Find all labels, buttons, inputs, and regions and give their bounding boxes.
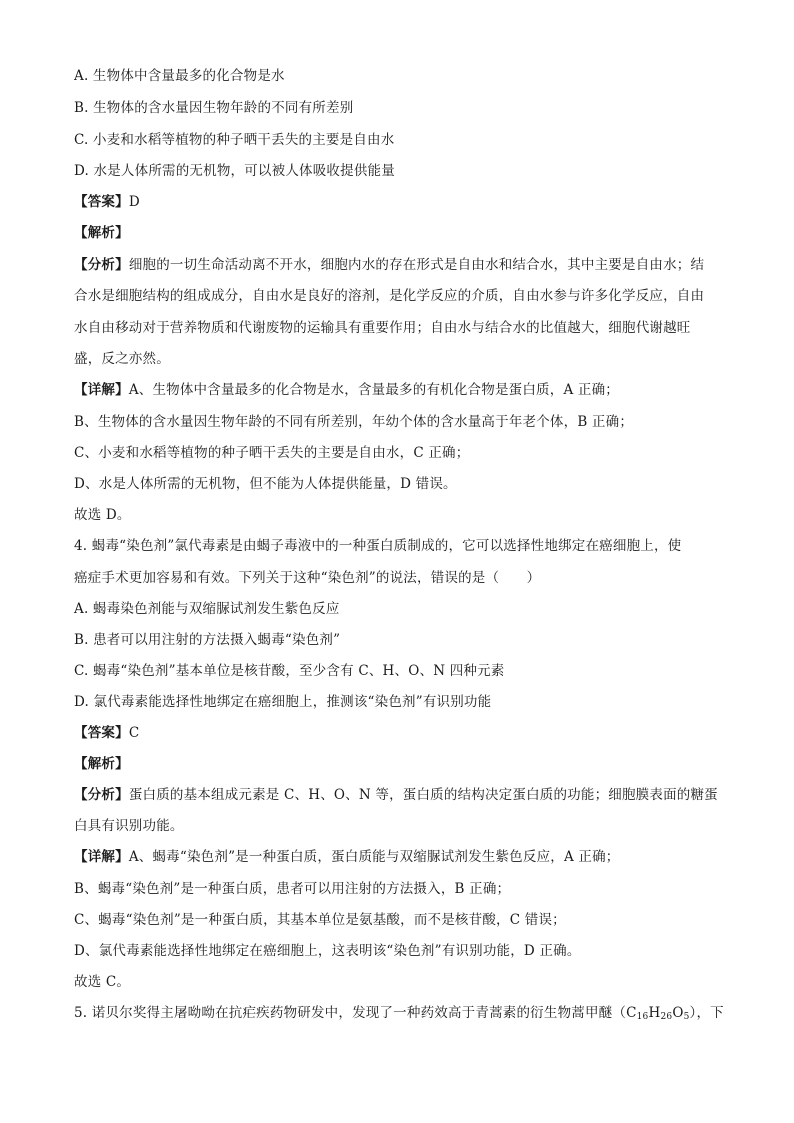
q4-xiangjie-line2: B、蝎毒“染色剂”是一种蛋白质，患者可以用注射的方法摄入，B 正确； [74,881,511,897]
answer-value: D [128,194,140,210]
q4-option-c: C. 蝎毒“染色剂”基本单位是核苷酸，至少含有 C、H、O、N 四种元素 [74,663,505,679]
chem-formula: $C_{16}H_{26}O_5$ [626,1005,690,1022]
q5-text: 5. 诺贝尔奖得主屠呦呦在抗疟疾药物研发中，发现了一种药效高于青蒿素的衍生物蒿甲醚（ [74,1005,627,1021]
q4-fenxi-line2: 白具有识别功能。 [74,818,184,834]
q4-stem-line1: 4. 蝎毒“染色剂”氯代毒素是由蝎子毒液中的一种蛋白质制成的，它可以选择性地绑定在癌细胞上，使 [74,538,682,554]
q3-fenxi-line3: 水自由移动对于营养物质和代谢废物的运输具有重要作用；自由水与结合水的比值越大，细胞代谢越旺 [74,320,691,336]
xiangjie-text: A、生物体中含量最多的化合物是水，含量最多的有机化合物是蛋白质，A 正确； [128,382,620,398]
q4-option-b: B. 患者可以用注射的方法摄入蝎毒“染色剂” [74,632,341,648]
q3-fenxi-line1 [74,255,724,275]
q3-xiangjie-line1 [74,380,724,400]
q3-analysis-title: 【解析】 [74,225,129,241]
q3-conclusion: 故选 D。 [74,507,131,523]
q4-option-d: D. 氯代毒素能选择性地绑定在癌细胞上，推测该“染色剂”有识别功能 [74,694,492,710]
q5-tail: ），下 [689,1005,724,1021]
q3-xiangjie-line3: C、小麦和水稻等植物的种子晒干丢失的主要是自由水，C 正确； [74,445,470,461]
q5-stem-line1 [74,1003,724,1023]
xiangjie-text: A、蝎毒“染色剂”是一种蛋白质，蛋白质能与双缩脲试剂发生紫色反应，A 正确； [128,849,620,865]
fenxi-text: 蛋白质的基本组成元素是 C、H、O、N 等，蛋白质的结构决定蛋白质的功能；细胞膜表面的糖蛋 [128,787,718,803]
fenxi-label: 【分析】 [74,787,129,803]
q3-xiangjie-line2: B、生物体的含水量因生物年龄的不同有所差别，年幼个体的含水量高于年老个体，B 正确； [74,414,634,430]
q4-fenxi-line1 [74,785,724,805]
q4-xiangjie-line3: C、蝎毒“染色剂”是一种蛋白质，其基本单位是氨基酸，而不是核苷酸，C 错误； [74,912,566,928]
answer-value: C [128,725,140,741]
xiangjie-label: 【详解】 [74,382,129,398]
answer-label: 【答案】 [74,194,129,210]
q4-analysis-title: 【解析】 [74,756,129,772]
q3-fenxi-line2: 合水是细胞结构的组成成分，自由水是良好的溶剂，是化学反应的介质，自由水参与许多化学反应，自由 [74,288,705,304]
q4-stem-line2: 癌症手术更加容易和有效。下列关于这种“染色剂”的说法，错误的是（ ） [74,570,541,586]
answer-label: 【答案】 [74,725,129,741]
q3-answer [74,192,724,212]
fenxi-text: 细胞的一切生命活动离不开水，细胞内水的存在形式是自由水和结合水，其中主要是自由水；结 [128,257,705,273]
q4-conclusion: 故选 C。 [74,974,131,990]
q3-xiangjie-line4: D、水是人体所需的无机物，但不能为人体提供能量，D 错误。 [74,476,457,492]
xiangjie-label: 【详解】 [74,849,129,865]
q4-answer [74,723,724,743]
q4-xiangjie-line4: D、氯代毒素能选择性地绑定在癌细胞上，这表明该“染色剂”有识别功能，D 正确。 [74,943,581,959]
q4-xiangjie-line1 [74,847,724,867]
fenxi-label: 【分析】 [74,257,129,273]
q3-option-d: D. 水是人体所需的无机物，可以被人体吸收提供能量 [74,163,395,179]
q3-fenxi-line4: 盛，反之亦然。 [74,351,170,367]
q4-option-a: A. 蝎毒染色剂能与双缩脲试剂发生紫色反应 [74,601,340,617]
q3-option-b: B. 生物体的含水量因生物年龄的不同有所差别 [74,100,354,116]
q3-option-a: A. 生物体中含量最多的化合物是水 [74,68,285,84]
q3-option-c: C. 小麦和水稻等植物的种子晒干丢失的主要是自由水 [74,132,395,148]
